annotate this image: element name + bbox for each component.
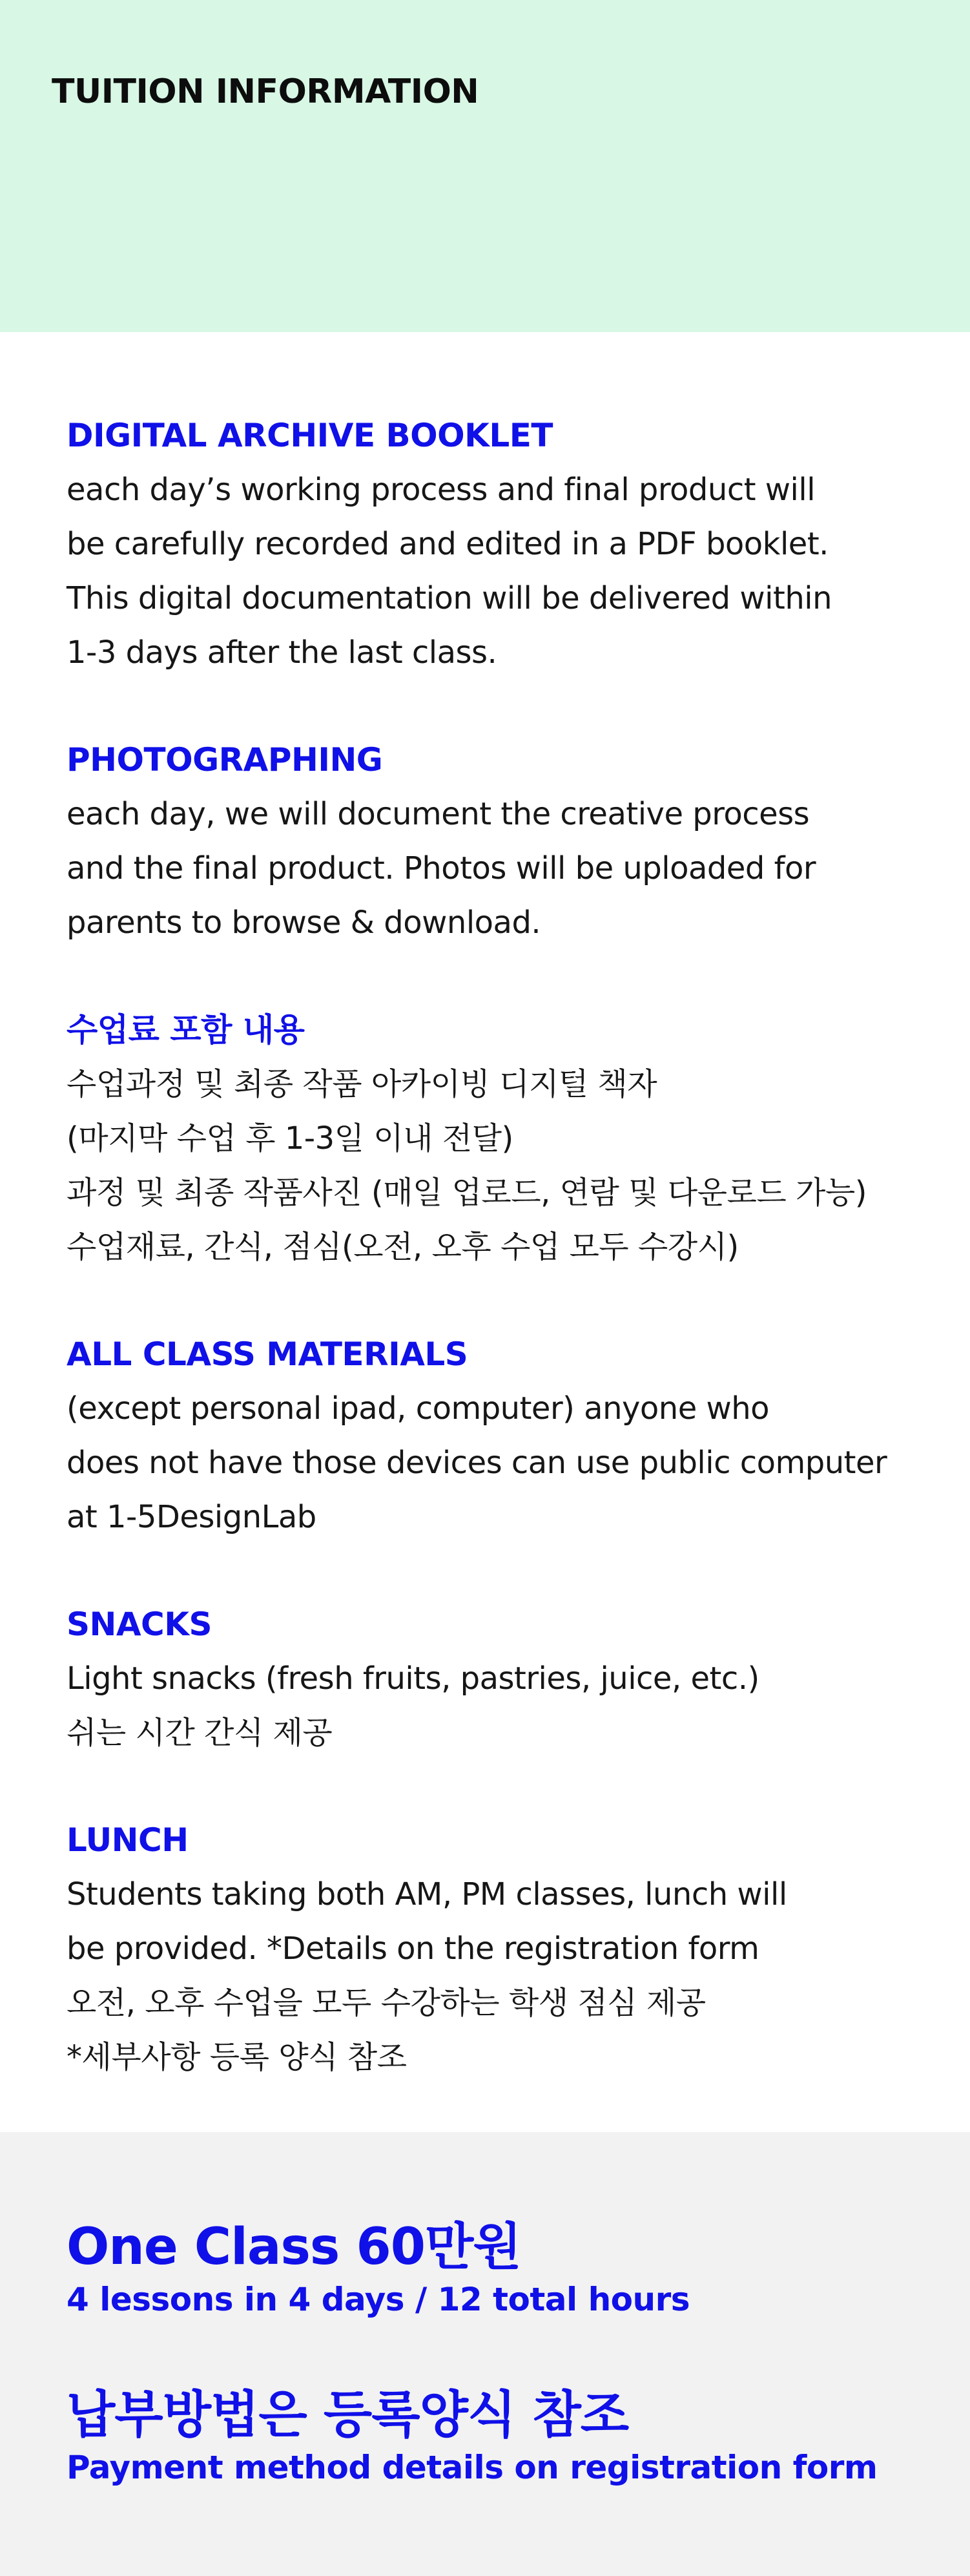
section-title: LUNCH <box>67 1821 189 1859</box>
section-line: (except personal ipad, computer) anyone who <box>67 1390 770 1427</box>
section-line: and the final product. Photos will be uploaded for <box>67 850 816 886</box>
section-snacks <box>67 1597 932 1760</box>
section-title: 수업료 포함 내용 <box>67 1011 305 1049</box>
section-title: DIGITAL ARCHIVE BOOKLET <box>67 417 553 454</box>
section-tuition-includes <box>67 1003 932 1274</box>
section-line: Light snacks (fresh fruits, pastries, juice, etc.) <box>67 1660 759 1697</box>
section-lunch <box>67 1813 932 2084</box>
section-line: be carefully recorded and edited in a PDF booklet. <box>67 526 829 562</box>
payment-heading: 납부방법은 등록양식 참조 <box>67 2386 629 2444</box>
header-banner <box>0 0 970 332</box>
section-digital-archive <box>67 408 932 680</box>
section-line: 1-3 days after the last class. <box>67 634 497 671</box>
section-line: *세부사항 등록 양식 참조 <box>67 2039 407 2075</box>
section-title: SNACKS <box>67 1606 212 1643</box>
section-line: Students taking both AM, PM classes, lunch will <box>67 1876 787 1912</box>
section-title: ALL CLASS MATERIALS <box>67 1335 468 1373</box>
section-line: be provided. *Details on the registration form <box>67 1931 759 1967</box>
section-title: PHOTOGRAPHING <box>67 741 383 779</box>
section-line: (마지막 수업 후 1-3일 이내 전달) <box>67 1120 513 1157</box>
section-line: 수업과정 및 최종 작품 아카이빙 디지털 책자 <box>67 1066 657 1102</box>
pricing-footer <box>0 2132 970 2576</box>
price-subtitle: 4 lessons in 4 days / 12 total hours <box>67 2281 690 2318</box>
section-line: each day’s working process and final product will <box>67 472 816 508</box>
section-line: at 1-5DesignLab <box>67 1499 316 1535</box>
page-title: TUITION INFORMATION <box>52 72 479 111</box>
section-line: This digital documentation will be delivered within <box>67 580 832 616</box>
section-photographing <box>67 733 932 950</box>
section-line: 과정 및 최종 작품사진 (매일 업로드, 연람 및 다운로드 가능) <box>67 1175 867 1211</box>
section-line: 오전, 오후 수업을 모두 수강하는 학생 점심 제공 <box>67 1985 706 2021</box>
section-line: each day, we will document the creative process <box>67 796 810 832</box>
info-content <box>67 408 932 2137</box>
section-class-materials <box>67 1327 932 1544</box>
section-line: 쉬는 시간 간식 제공 <box>67 1715 333 1751</box>
price-heading: One Class 60만원 <box>67 2218 521 2276</box>
section-line: parents to browse & download. <box>67 905 541 941</box>
section-line: 수업재료, 간식, 점심(오전, 오후 수업 모두 수강시) <box>67 1229 739 1265</box>
payment-subtitle: Payment method details on registration form <box>67 2449 878 2486</box>
section-line: does not have those devices can use public computer <box>67 1445 887 1481</box>
